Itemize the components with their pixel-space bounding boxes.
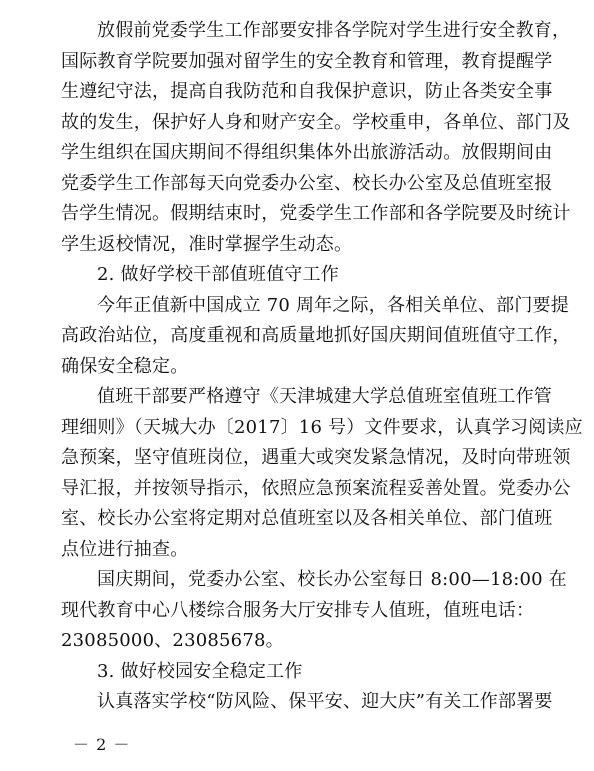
section-heading-3: 3. 做好校园安全稳定工作 [97, 661, 303, 682]
body-text-line: 党委学生工作部每天向党委办公室、校长办公室及总值班室报 [61, 173, 553, 194]
body-text-line: 现代教育中心八楼综合服务大厅安排专人值班，值班电话： [61, 600, 535, 621]
body-text-line: 23085000、23085678。 [61, 630, 284, 651]
body-text-line: 学生组织在国庆期间不得组织集体外出旅游活动。放假期间由 [61, 142, 553, 163]
body-text-line: 急预案，坚守值班岗位，遇重大或突发紧急情况，及时向带班领 [61, 447, 571, 468]
body-text-line: 告学生情况。假期结束时，党委学生工作部和各学院要及时统计 [61, 203, 571, 224]
body-text-line: 确保安全稳定。 [61, 356, 189, 377]
body-text-line: 今年正值新中国成立 70 周年之际，各相关单位、部门要提 [97, 295, 569, 316]
page-number: － 2 － [73, 735, 131, 754]
body-text-line: 生遵纪守法，提高自我防范和自我保护意识，防止各类安全事 [61, 81, 553, 102]
body-text-line: 认真落实学校“防风险、保平安、迎大庆”有关工作部署要 [97, 691, 553, 712]
body-text-line: 学生返校情况，准时掌握学生动态。 [61, 234, 353, 255]
body-text-line: 理细则》（天城大办〔2017〕16 号）文件要求，认真学习阅读应 [61, 417, 583, 438]
section-heading-2: 2. 做好学校干部值班值守工作 [97, 264, 339, 285]
body-text-line: 放假前党委学生工作部要安排各学院对学生进行安全教育， [97, 20, 571, 41]
body-text-line: 值班干部要严格遵守《天津城建大学总值班室值班工作管 [97, 386, 552, 407]
body-text-line: 导汇报，并按领导指示，依照应急预案流程妥善处置。党委办公 [61, 478, 571, 499]
body-text-line: 高政治站位，高度重视和高质量地抓好国庆期间值班值守工作， [61, 325, 571, 346]
body-text-line: 室、校长办公室将定期对总值班室以及各相关单位、部门值班 [61, 508, 553, 529]
body-text-line: 点位进行抽查。 [61, 539, 189, 560]
body-text-line: 故的发生，保护好人身和财产安全。学校重申，各单位、部门及 [61, 112, 571, 133]
body-text-line: 国际教育学院要加强对留学生的安全教育和管理，教育提醒学 [61, 51, 553, 72]
body-text-line: 国庆期间，党委办公室、校长办公室每日 8:00—18:00 在 [97, 569, 567, 590]
